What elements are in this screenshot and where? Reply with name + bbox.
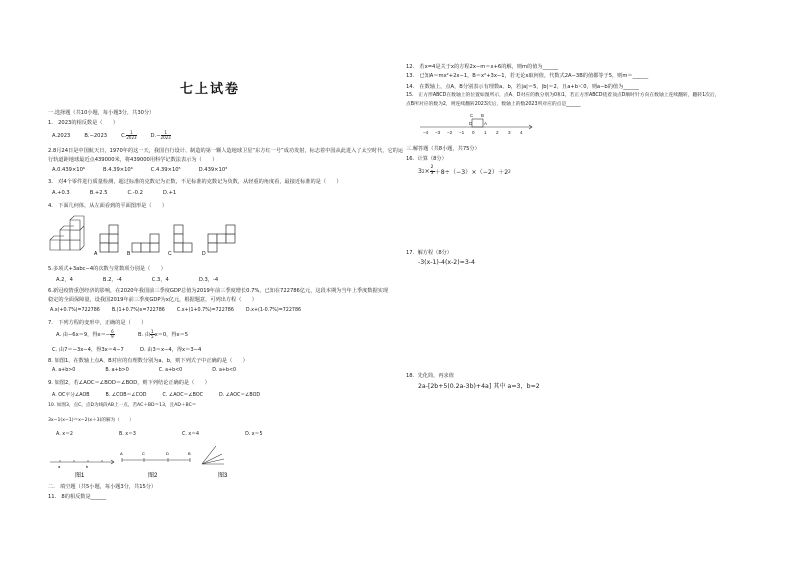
q12: 12. 若x=4是关于x的方程2x−m＝x+6的解，则m的值为______ bbox=[406, 64, 559, 70]
figure2-label-a: A bbox=[120, 451, 123, 456]
q13: 13. 已知A＝mx²+2x−1，B＝x²+3x−1，若无论x取何值，代数式2A−3B的值都等于5，则m＝______ bbox=[406, 73, 649, 79]
q18-number: 18. bbox=[406, 373, 415, 379]
q4-label-a: A bbox=[94, 251, 98, 257]
q4-option-a-figure bbox=[100, 225, 118, 252]
q5-option-b[interactable]: B.2，-4 bbox=[102, 277, 122, 283]
page-title: 七上试卷 bbox=[180, 82, 241, 97]
q17-number: 17. bbox=[406, 250, 415, 256]
q5-option-c[interactable]: C.3，4 bbox=[151, 277, 169, 283]
q6-option-c[interactable]: C.x+(1+0.7%)=722786 bbox=[176, 308, 234, 313]
figure1-label-a: a bbox=[58, 464, 61, 469]
q15-tick-2: 2 bbox=[496, 130, 499, 135]
q3-option-b[interactable]: B.+2.5 bbox=[89, 190, 108, 196]
q11: 11. 8的相反数是______ bbox=[48, 494, 107, 500]
q6-option-b[interactable]: B.(1+0.7%)x=722786 bbox=[111, 308, 165, 313]
q10-option-b[interactable]: B. x＝3 bbox=[118, 432, 136, 437]
q4-label-b: B bbox=[127, 251, 131, 257]
q3-options bbox=[52, 190, 176, 196]
q4-figures bbox=[48, 218, 248, 260]
q5-stem: 5.多项式+3abc−4的次数与常数项分别是（ ） bbox=[48, 266, 166, 272]
q15-number-line-figure bbox=[420, 110, 540, 138]
q1-option-d[interactable]: D.− $\frac{1}{2023}$ bbox=[150, 130, 171, 140]
q15-tick-3: 3 bbox=[508, 130, 511, 135]
q16-expression: 3 2 × $\frac{2}{3}$ ＋8÷（−3）×（−2）＋2 2 bbox=[418, 165, 511, 176]
section3-heading: 三.解答题（共8小题，共75分） bbox=[406, 146, 480, 152]
figure2-label-d: D bbox=[166, 451, 169, 456]
q15-tick-1: 1 bbox=[484, 130, 487, 135]
q10-line2: 3x−1(x−1)＝x−2(x＋3)的解为（ ） bbox=[48, 418, 134, 423]
q9-line1: 9. 如图2，若∠AOC＝∠BOD＝∠BOD，则下列结论正确的是（ ） bbox=[48, 380, 210, 386]
q1-option-c[interactable]: C. $\frac{1}{2023}$ bbox=[121, 130, 137, 140]
q6-line2: 稳定的全面保障量，设我国2019年前三季度GDP为x亿元，根据题意，可列出方程（ ） bbox=[48, 297, 257, 303]
q15-square-label-c: C bbox=[470, 113, 474, 118]
q7-option-b[interactable]: B. 由 $\frac{1}{5}$ x＝0，得x＝5 bbox=[138, 329, 189, 339]
q16-number: 16. bbox=[406, 156, 415, 162]
q2-option-a[interactable]: A.0.439×10⁶ bbox=[52, 167, 85, 173]
q17-header bbox=[406, 250, 452, 257]
q9-option-a[interactable]: A. OC平分∠AOB bbox=[52, 393, 90, 398]
q8-option-d[interactable]: D. a+b<0 bbox=[212, 368, 237, 373]
q7-option-c[interactable]: C. 由7＝−3x−4，得3x＝4−7 bbox=[52, 347, 124, 353]
q10-option-c[interactable]: C. x＝4 bbox=[181, 432, 200, 437]
q1-option-b[interactable]: B.−2023 bbox=[84, 132, 108, 139]
q15-tick-0: 0 bbox=[472, 130, 475, 135]
q4-label-d: D bbox=[202, 251, 206, 257]
q15-line2: 点B所对应的数为2，则连续翻转2023次后，数轴上的数2023所对应的点是______ bbox=[406, 102, 581, 107]
q1-stem: 1. 2023的相反数是（ ） bbox=[48, 120, 119, 126]
q9-options bbox=[52, 391, 260, 398]
q10-option-a[interactable]: A. x＝2 bbox=[56, 432, 73, 437]
q15-square-label-b: B bbox=[481, 113, 484, 118]
q8-option-b[interactable]: B. a+b>0 bbox=[105, 368, 129, 373]
q3-option-a[interactable]: A.+0.3 bbox=[52, 190, 70, 196]
q6-option-d[interactable]: D.x+(1-0.7%)=722786 bbox=[245, 308, 302, 313]
q2-options bbox=[52, 167, 227, 173]
q15-square-label-d: D bbox=[469, 121, 473, 126]
q4-solid-figure bbox=[50, 216, 84, 250]
q15-tick-neg1: −1 bbox=[459, 130, 465, 135]
q6-line1: 6.新冠疫情重创经济的影响，在2020年我国前三季度GDP总值为2019年前三季度增长0.7%，已知在722786亿元，这段本期为当年上季度数据实现 bbox=[48, 288, 389, 294]
q5-option-a[interactable]: A.2，4 bbox=[56, 277, 73, 283]
q2-line2: 行轨道距地球最近点439000米，将439000用科学记数法表示为（ ） bbox=[48, 157, 218, 163]
q4-option-b-figure bbox=[132, 234, 159, 252]
figures-row bbox=[48, 446, 248, 486]
figure2-label-b: B bbox=[188, 451, 191, 456]
figure2-segment bbox=[122, 458, 190, 462]
figure2-caption: 图2 bbox=[148, 473, 158, 479]
q15-tick-neg2: −2 bbox=[447, 130, 453, 135]
figure1-caption: 图1 bbox=[75, 473, 85, 479]
q15-square-label-a: A bbox=[484, 121, 487, 126]
q15-line1: 15. 正方形ABCD在数轴上的位置如图所示，点A、D对应的数分别为0和1，若正方形ABCD绕着顶点D顺时针方向在数轴上连续翻转，翻转1次后， bbox=[406, 93, 720, 98]
q8-line1: 8. 如图1，在数轴上点A、B对应的有理数分别为a、b，则下列式子中正确的是（ ） bbox=[48, 358, 248, 364]
q10-options bbox=[56, 430, 263, 437]
q4-option-c-figure bbox=[174, 225, 192, 252]
q15-tick-neg3: −3 bbox=[435, 130, 441, 135]
figure1-label-b: b bbox=[86, 464, 89, 469]
q1-option-a[interactable]: A.2023 bbox=[52, 132, 71, 139]
q6-option-a[interactable]: A.x(+0.7%)=722786 bbox=[50, 308, 100, 313]
section1-heading: 一.选择题（共10小题，每小题3分，共30分） bbox=[48, 110, 155, 116]
q7-option-d[interactable]: D. 由3＝x−4，得x＝3−4 bbox=[140, 347, 202, 353]
figure3-angles bbox=[202, 446, 224, 464]
q2-option-b[interactable]: B.4.39×10⁶ bbox=[102, 167, 133, 173]
q10-option-d[interactable]: D. x＝5 bbox=[245, 432, 263, 437]
section2-heading: 二. 填空题（共5小题，每小题3分，共15分） bbox=[48, 484, 157, 490]
q15-tick-4: 4 bbox=[520, 130, 523, 135]
q3-option-c[interactable]: C.-0.2 bbox=[127, 190, 143, 196]
q8-options bbox=[52, 368, 236, 373]
q8-option-c[interactable]: C. a+b<0 bbox=[158, 368, 183, 373]
q14: 14. 在数轴上，点A，B分别表示有理数a、b，若|a|＝5，|b|＝2，且a+b＜0，则a−b的值为______ bbox=[406, 84, 639, 90]
q5-options bbox=[56, 276, 218, 283]
q18-title: 先化简，再求值 bbox=[417, 373, 454, 379]
q5-option-d[interactable]: D.3，-4 bbox=[198, 277, 219, 283]
q9-option-d[interactable]: D. ∠AOC＝∠BOD bbox=[218, 393, 261, 398]
q4-label-c: C bbox=[168, 251, 172, 257]
q6-options bbox=[50, 308, 301, 313]
q16-header bbox=[406, 156, 447, 163]
q9-option-c[interactable]: C. ∠AOC＝∠BOC bbox=[162, 393, 203, 398]
q2-option-c[interactable]: C.4.39×10⁵ bbox=[150, 167, 181, 173]
q17-title: 解方程（8分） bbox=[417, 250, 452, 256]
q7-option-a[interactable]: A. 由−6x＝9，得x＝− $\frac{6}{9}$ bbox=[56, 329, 114, 339]
figure2-label-c: C bbox=[142, 451, 145, 456]
q4-option-d-figure bbox=[208, 225, 235, 252]
q2-line1: 2.8月24日是中国航天日，1970年的这一天，我国自行设计、制造的第一颗人造地球卫星“东方红一号”成功发射，标志着中国从此进入了太空时代，它的运 bbox=[48, 148, 404, 154]
q1-options bbox=[52, 131, 171, 140]
figure3-caption: 图3 bbox=[218, 473, 228, 479]
q4-stem: 4. 下面几何体，从左面看到的平面图形是（ ） bbox=[48, 203, 168, 209]
q7-stem: 7. 下列方程的变形中，正确的是（ ） bbox=[48, 320, 147, 326]
q2-option-d[interactable]: D.439×10³ bbox=[198, 167, 228, 173]
q15-square bbox=[472, 119, 483, 127]
q15-tick-neg4: −4 bbox=[423, 130, 429, 135]
q8-option-a[interactable]: A. a+b>0 bbox=[52, 368, 76, 373]
q16-title: 计算（8分） bbox=[417, 156, 447, 162]
q18-expression: 2a-[2b+5(0.2a-3b)+4a] 其中 a=3，b=2 bbox=[418, 383, 540, 390]
q10-line1: 10. 如图3，点C，点D为线段AB上一点，若AC＋BD＝13，且AD＋BC＝ bbox=[48, 403, 197, 408]
q9-option-b[interactable]: B. ∠COB＝∠COD bbox=[105, 393, 147, 398]
q18-header bbox=[406, 373, 454, 380]
q3-option-d[interactable]: D.+1 bbox=[162, 190, 177, 196]
q17-expression: -3(x-1)-4(x-2)=3-4 bbox=[418, 259, 475, 266]
q3-line1: 3. 对4个零件进行质量检测，超过标准的克数记为正数，不足标准的克数记为负数，从轻重的角度看，最接近标准的是（ ） bbox=[48, 179, 342, 185]
